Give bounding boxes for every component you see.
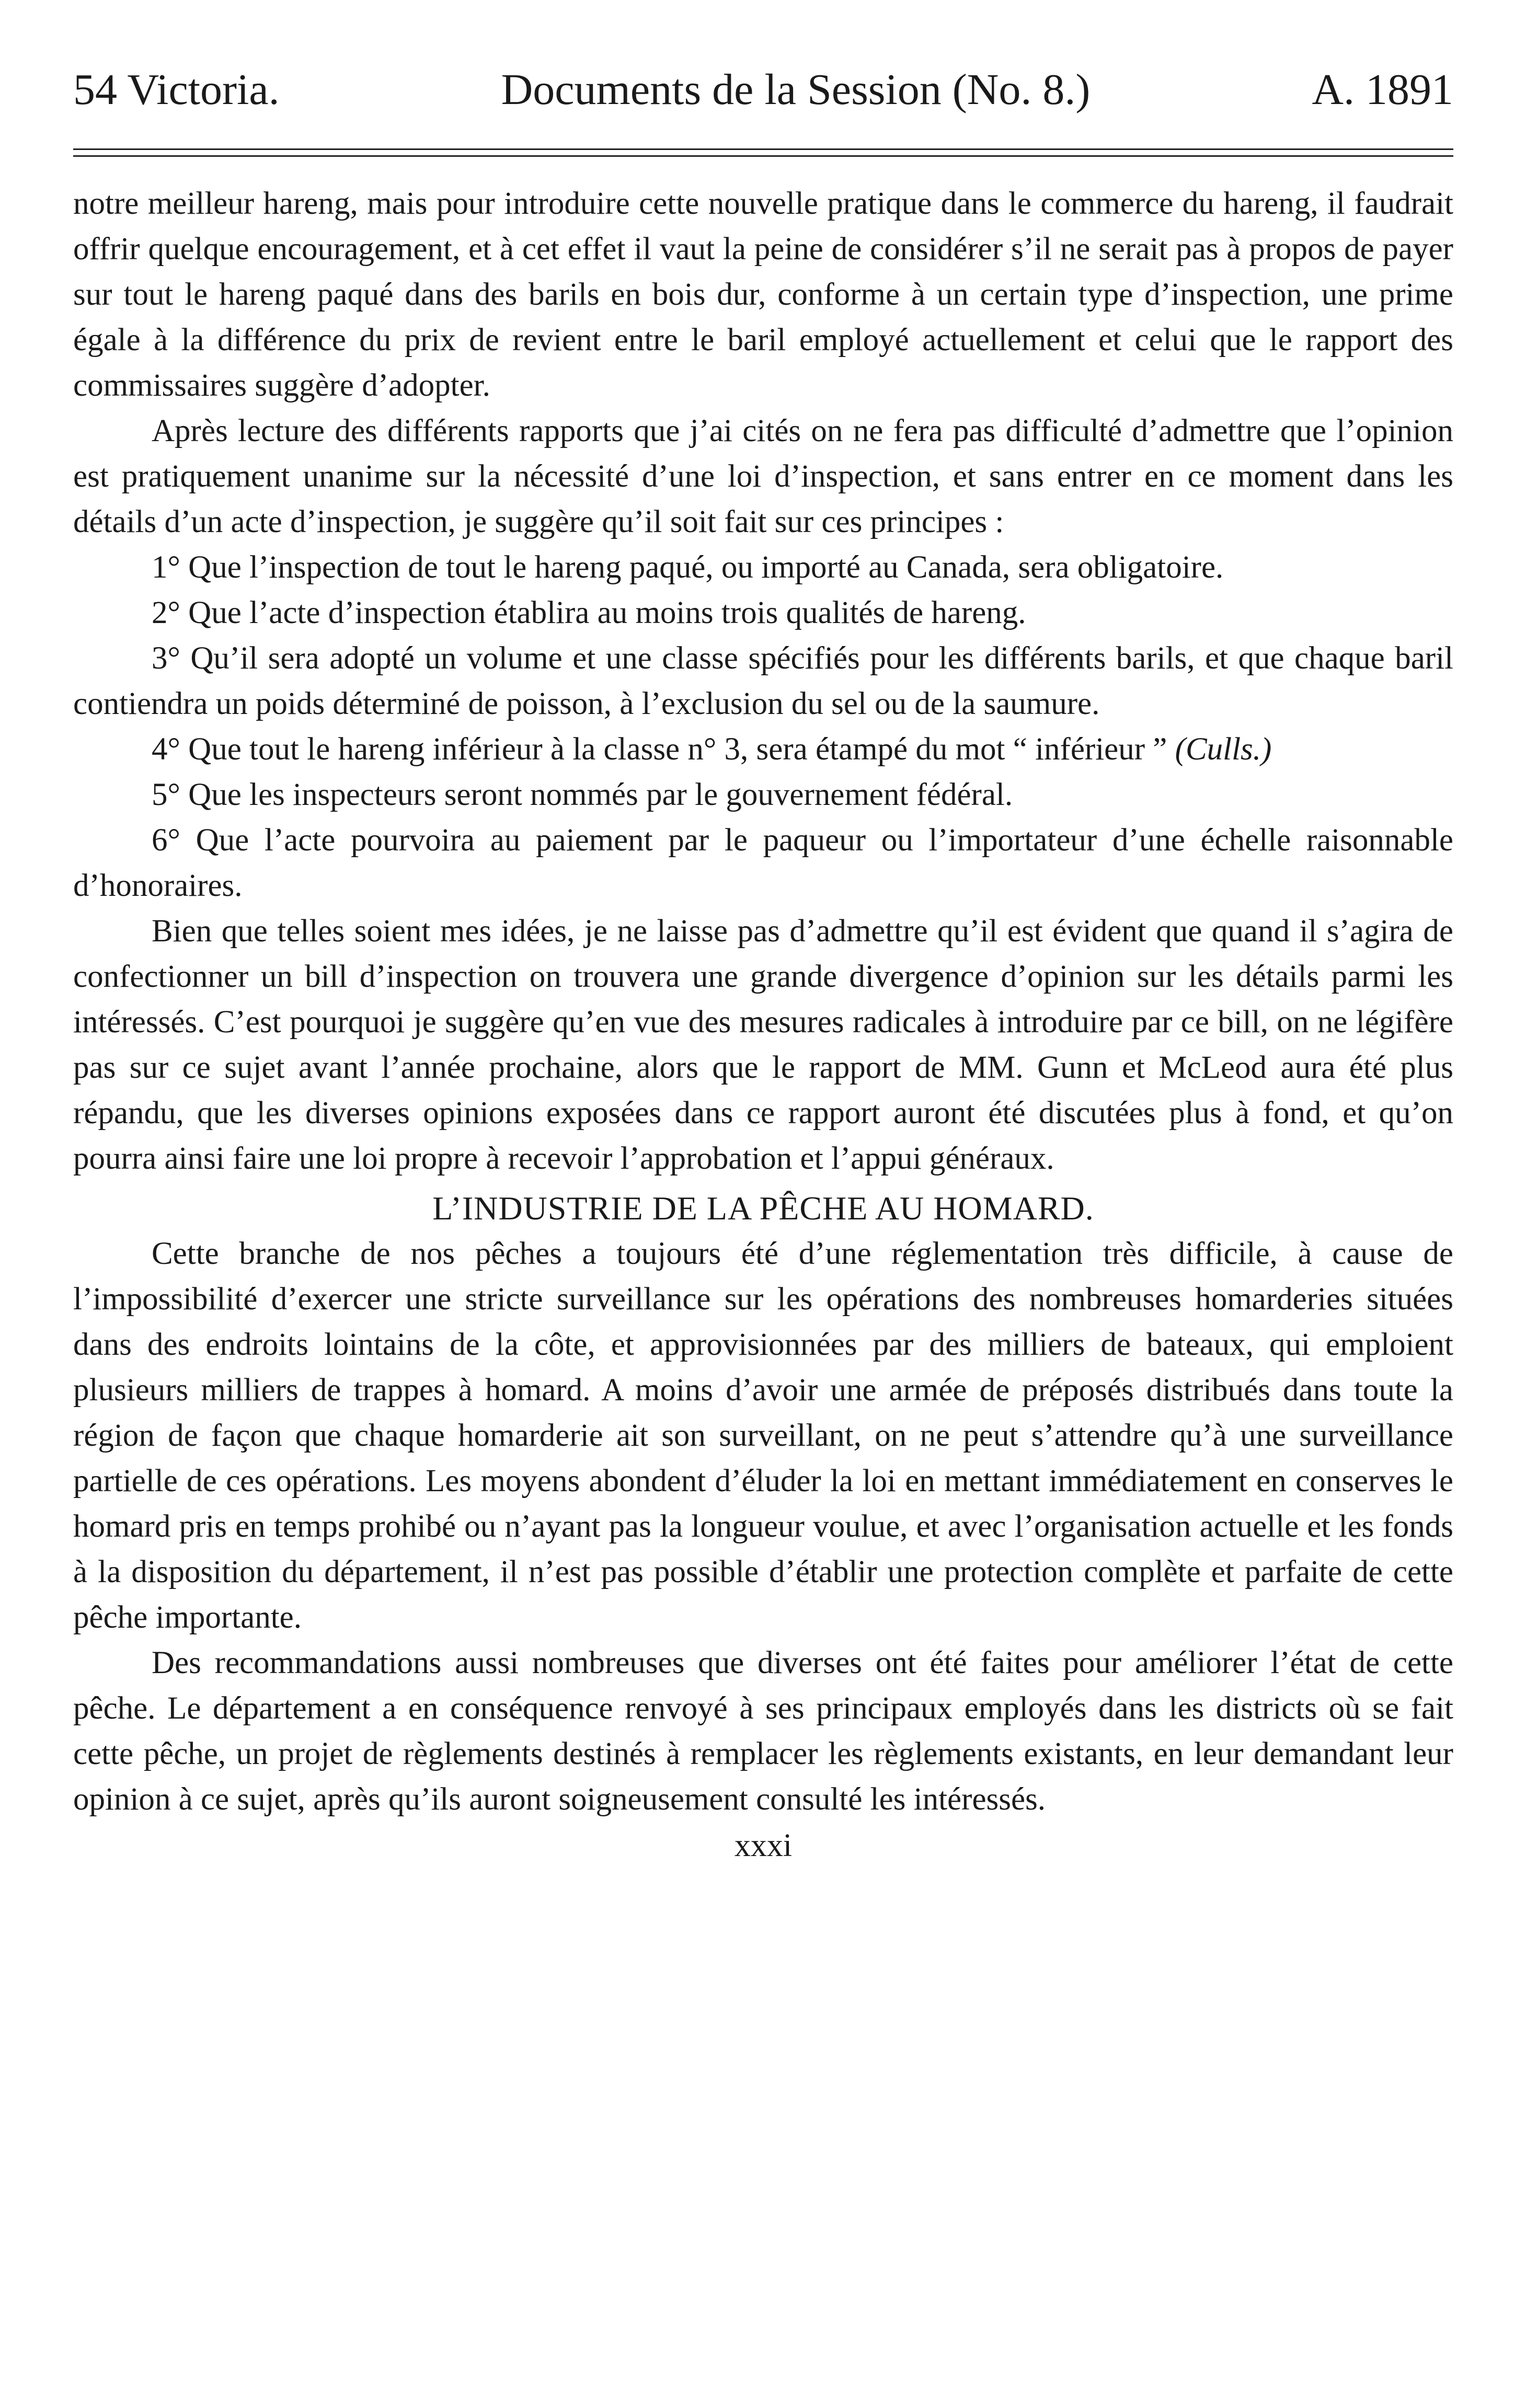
paragraph-lobster-regulation: Cette branche de nos pêches a toujours été d’une réglementation très difficile, à cause de l’impossibilité d’exercer une stricte surveillance sur les opérations des nombreuses homarderies situées dans des endroits lointains de la côte, et approvisionnées par des milliers de bateaux, qui emploient plusieurs milliers de trappes à homard. A moins d’avoir une armée de préposés distribués dans toute la région de façon que chaque homarderie ait son surveillant, on ne peut s’attendre qu’à une surveillance partielle de ces opérations. Les moyens abondent d’éluder la loi en mettant immédiatement en conserves le homard pris en temps prohibé ou n’ayant pas la longueur voulue, et avec l’organisation actuelle et les fonds à la disposition du département, il n’est pas possible d’établir une protection complète et parfaite de cette pêche importante.: [73, 1236, 1453, 1635]
paragraph-continued: notre meilleur hareng, mais pour introduire cette nouvelle pratique dans le commerce du hareng, il faudrait offrir quelque encouragement, et à cet effet il vaut la peine de considérer s’il ne serait pas à propos de payer sur tout le hareng paqué dans des barils en bois dur, conforme à un certain type d’inspection, une prime égale à la différence du prix de revient entre le baril employé actuellement et celui que le rapport des commissaires suggère d’adopter.: [73, 186, 1453, 403]
principle-item-5: 5° Que les inspecteurs seront nommés par le gouvernement fédéral.: [152, 777, 1013, 812]
header-document-title: Documents de la Session (No. 8.): [501, 65, 1091, 114]
principle-item-3: 3° Qu’il sera adopté un volume et une classe spécifiés pour les différents barils, et que chaque baril contiendra un poids déterminé de poisson, à l’exclusion du sel ou de la saumure.: [73, 641, 1453, 721]
body-text: [73, 181, 1453, 1822]
paragraph-divergence: Bien que telles soient mes idées, je ne laisse pas d’admettre qu’il est évident que quand il s’agira de confectionner un bill d’inspection on trouvera une grande divergence d’opinion sur les détails parmi les intéressés. C’est pourquoi je suggère qu’en vue des mesures radicales à introduire par ce bill, on ne légifère pas sur ce sujet avant l’année prochaine, alors que le rapport de MM. Gunn et McLeod aura été plus répandu, que les diverses opinions exposées dans ce rapport auront été discutées plus à fond, et qu’on pourra ainsi faire une loi propre à recevoir l’approbation et l’appui généraux.: [73, 914, 1453, 1176]
header-year: A. 1891: [1312, 65, 1453, 114]
document-page: [73, 65, 1453, 1869]
page-number: xxxi: [734, 1828, 793, 1863]
principle-item-2: 2° Que l’acte d’inspection établira au moins trois qualités de hareng.: [152, 595, 1026, 630]
principle-item-4-italic: (Culls.): [1175, 732, 1272, 767]
principle-item-6: 6° Que l’acte pourvoira au paiement par le paqueur ou l’importateur d’une échelle raisonnable d’honoraires.: [73, 823, 1453, 903]
running-head: [73, 65, 1453, 118]
header-session-year: 54 Victoria.: [73, 65, 280, 114]
paragraph-recommendations: Des recommandations aussi nombreuses que diverses ont été faites pour améliorer l’état de cette pêche. Le département a en conséquence renvoyé à ses principaux employés dans les districts où se fait cette pêche, un projet de règlements destinés à remplacer les règlements existants, en leur demandant leur opinion à ce sujet, après qu’ils auront soigneusement consulté les intéressés.: [73, 1645, 1453, 1817]
principle-item-4: [73, 727, 1453, 772]
principle-item-4-text: 4° Que tout le hareng inférieur à la classe n° 3, sera étampé du mot “ inférieur ”: [152, 732, 1167, 767]
paragraph-inspection-law: Après lecture des différents rapports que j’ai cités on ne fera pas difficulté d’admettre que l’opinion est pratiquement unanime sur la nécessité d’une loi d’inspection, et sans entrer en ce moment dans les détails d’un acte d’inspection, je suggère qu’il soit fait sur ces principes :: [73, 413, 1453, 539]
principle-item-1: 1° Que l’inspection de tout le hareng paqué, ou importé au Canada, sera obligatoire.: [152, 550, 1224, 585]
header-double-rule: [73, 148, 1453, 157]
section-heading-lobster: L’INDUSTRIE DE LA PÊCHE AU HOMARD.: [432, 1190, 1094, 1227]
